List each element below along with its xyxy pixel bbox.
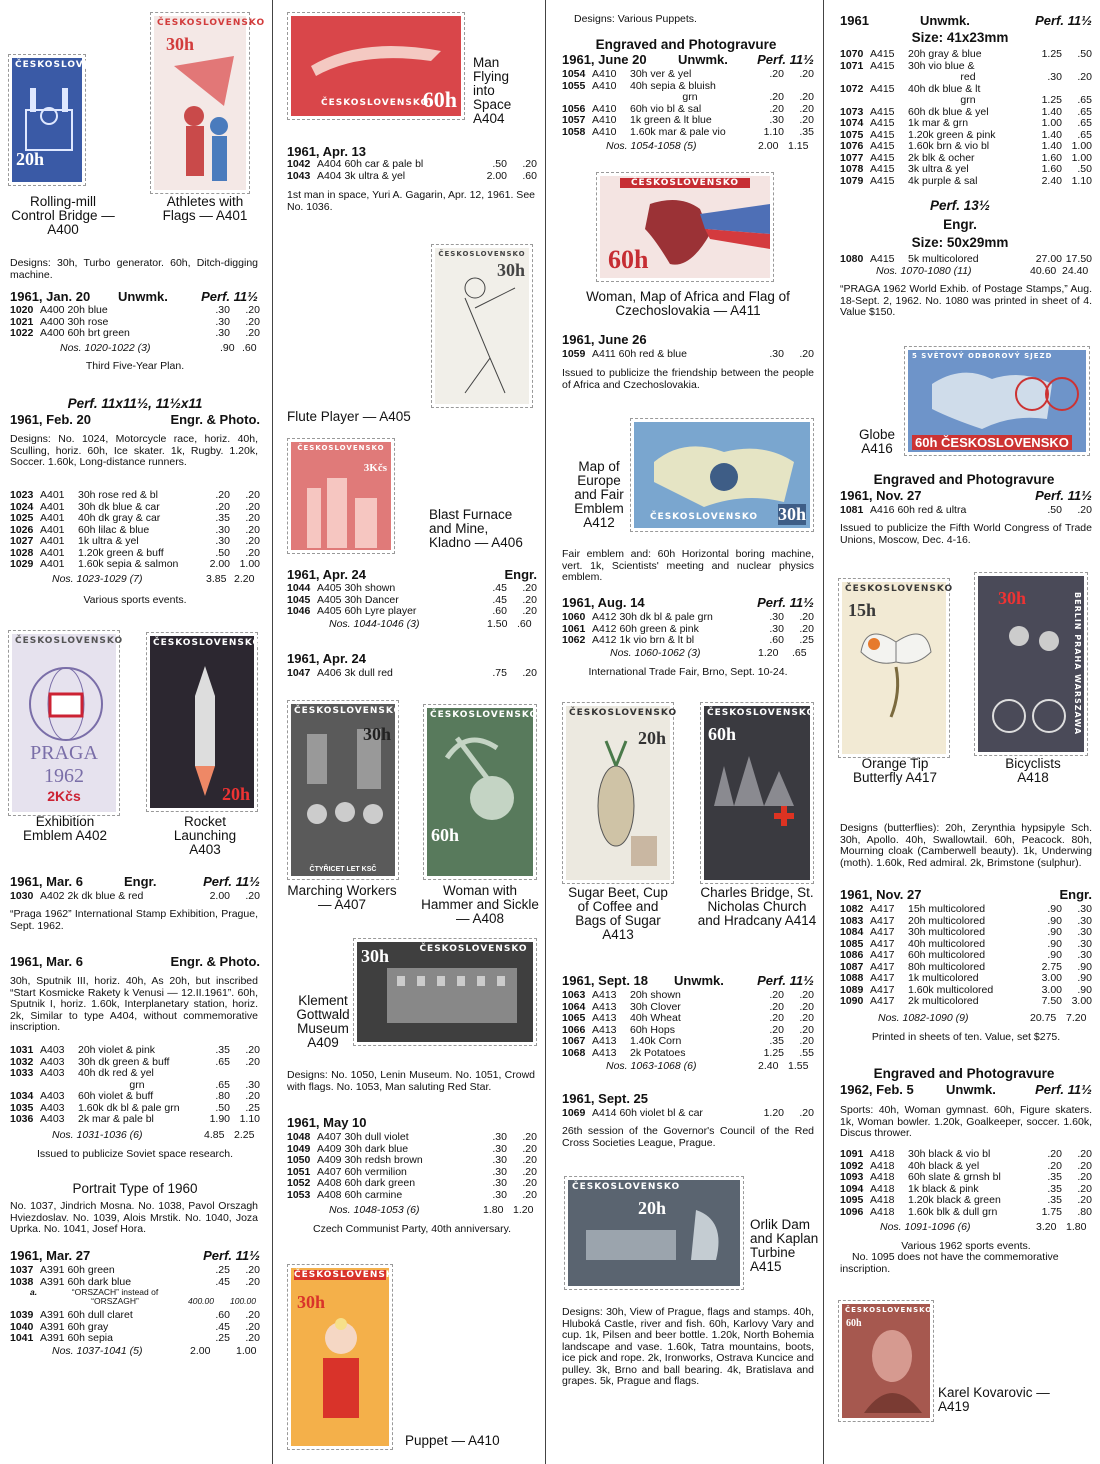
stamp-a401[interactable]: ČESKOSLOVENSKO 30h [150,12,250,194]
stamp-a400[interactable]: ČESKOSLOVENSKO 20h [8,54,86,186]
stamp-row: 1091 A418 30h black & vio bl .20 .20 [840,1148,1092,1160]
stamp-row: 1020 A400 20h blue .30 .20 [10,304,260,316]
note-text: Various sports events. [83,594,187,606]
note-text: “Praga 1962” International Stamp Exhibition, Prague, Sept. 1962. [10,908,258,932]
column-3: Designs: Various Puppets. Engraved and Photogravure 1961, June 20 Unwmk. Perf. 11½ 1054 A410 30h ver & yel .20 .20 1055 A410 40h sepia & bluish grn .20 .20 1056 A410 60h vio bl & sal .20 .20 1057 A410 1k green & lt blue .30 .20 1058 A410 1.60k mar & pale vio 1.10 .35 Nos. 1054-1058 (5) 2.00 1.15 ČESKOSLOVENSKO 60h Woman, Map of Africa and Flag of Czechoslovakia — A411 1961, June 26 1059 A411 60h red & blue .30 .20 Issued to publicize the friendship between the people of Africa and Czechoslovakia. ČESKOSLOVENSKO 30h Map of Europe and Fair Emblem A412 Fair emblem and: 60h Horizontal boring machine, vert. 1k, Scientists' meeting and nuclear physics emblem. 1961, Aug. 14 Perf. 11½ 1060 A412 30h dk bl & pale grn .30 .20 1061 A412 60h green & pink .30 .20 1062 A412 1k vio brn & lt bl .60 .25 Nos. 1060-1062 (3) 1.20 .65 International Trade Fair, Brno, Sept. 10-24. ČESKOSLOVENSKO 20h ČESKOSLOVENSKO 60h Sugar Beet, Cup of Coffee and Bags of Sugar A413 Charles Bridge, St. Nicholas Church and Hradcany A414 1961, Sept. 18 Unwmk. Perf. 11½ 1063 A413 20h shown .20 .20 1064 A413 30h Clover .20 .20 1065 A413 40h Wheat .20 .20 1066 A413 60h Hops .20 .20 1067 A413 1.40k Corn .35 .20 1068 A413 2k Potatoes 1.25 .55 Nos. 1063-1068 (6) 2.40 1.55 1961, Sept. 25 1069 A414 60h violet bl & car 1.20 .20 26th session of the Governor's Council of the Red Cross Societies League, Prague. ČESKOSLOVENSKO 20h Orlik Dam and Kaplan Turbine A415 Designs: 30h, View of Prague, flags and stamps. 40h, Hluboká Castle, river and fish. 60h, Karlovy Vary and cup. 1k, Pilsen and beer bottle. 1.20k, North Bohemia landscape and vase. 1.60k, Tatra mountains, boots, ice pick and rope. 2k, Ironworks, Ostrava Kuncice and pulley. 3k, Brno and ball bearing. 4k, Bratislava and grapes. 5k, Prague and flags. [545,0,823,1464]
stamp-row: 1094 A418 1k black & pink .35 .20 [840,1182,1092,1195]
stamp-row: 1049 A409 30h dark blue .30 .20 [287,1142,537,1155]
stamp-row: 1080 A415 5k multicolored 27.00 17.50 [840,253,1092,265]
stamp-row: 1062 A412 1k vio brn & lt bl .60 .25 [562,634,814,646]
designs-text: Designs: 30h, Turbo generator. 60h, Ditch-digging machine. [10,257,258,281]
stamp-a404[interactable]: ČESKOSLOVENSKO 60h [287,12,465,120]
stamp-row: 1054 A410 30h ver & yel .20 .20 [562,68,814,80]
stamp-row: 1076 A415 1.60k brn & vio bl 1.40 1.00 [840,140,1092,152]
stamp-a402[interactable]: ČESKOSLOVENSKO PRAGA 1962 2Kčs [8,630,120,816]
stamp-a405[interactable]: ČESKOSLOVENSKO 30h [431,244,533,408]
stamp-row: 1046 A405 60h Lyre player .60 .20 [287,605,537,617]
stamp-a406[interactable]: ČESKOSLOVENSKO 3Kčs [287,438,395,554]
tech-header: Engr. [943,217,977,232]
stamp-row: 1051 A407 60h vermilion .30 .20 [287,1165,537,1178]
rocket-illustration [185,666,225,796]
stamp-list-1082 [840,904,1092,1008]
column-4: 1961 Unwmk. Perf. 11½ Size: 41x23mm 1070 A415 20h gray & blue 1.25 .50 1071 A415 30h vio blue & red .30 .20 1072 A415 40h dk blue & lt grn 1.25 .65 1073 A415 60h dk blue & yel 1.40 .65 1074 A415 1k mar & grn 1.00 .65 1075 A415 1.20k green & pink 1.40 .65 1076 A415 1.60k brn & vio bl 1.40 1.00 1077 A415 2k blk & ocher 1.60 1.00 1078 A415 3k ultra & yel 1.60 .50 1079 A415 4k purple & sal 2.40 1.10 Perf. 13½ Engr. Size: 50x29mm 1080 A415 5k multicolored 27.00 17.50 Nos. 1070-1080 (11) 40.60 24.40 “PRAGA 1962 World Exhib. of Postage Stamps,” Aug. 18-Sept. 2, 1962. No. 1080 was printed in sheet of 4. Value $150. 5 SVĚTOVÝ ODBOROVÝ SJEZD 60h ČESKOSLOVENSKO Globe A416 Engraved and Photogravure 1961, Nov. 27 Perf. 11½ 1081 A416 60h red & ultra .50 .20 Issued to publicize the Fifth World Congress of Trade Unions, Moscow, Dec. 4-16. ČESKOSLOVENSKO 15h BERLIN PRAHA WARSZAWA 30h Orange Tip Butterfly A417 Bicyclists A418 Designs (butterflies): 20h, Zerynthia hypsipyle Sch. 30h, Apollo. 40h, Swallowtail. 60h, Peacock. 80h, Mourning cloak (Camberwell beauty). 1k, Underwing (moth). 1.60k, Red admiral. 2k, Brimstone (sulphur). 1961, Nov. 27 Engr. 1082 A417 15h multicolored .90 .30 1083 A417 20h multicolored .90 .30 1084 A417 30h multicolored .90 .30 1085 A417 40h multicolored .90 .30 1086 A417 60h multicolored .90 .30 1087 A417 80h multicolored 2.75 .90 1088 A417 1k multicolored 3.00 .90 1089 A417 1.60k multicolored 3.00 .90 1090 A417 2k multicolored 7.50 3.00 Nos. 1082-1090 (9) 20.75 7.20 Printed in sheets of ten. Value, set $275. Engraved and Photogravure 1962, Feb. 5 Unwmk. Perf. 11½ Sports: 40h, Woman gymnast. 60h, Figure skaters. 1k, Woman bowler. 1.20k, Goalkeeper, soccer. 1.60k, Discus thrower. 1091 A418 30h black & vio bl .20 .20 1092 A418 40h black & yel .20 .20 1093 A418 60h slate & grnsh bl .35 .20 1094 A418 1k black & pink .35 .20 1095 A418 1.20k black & green .35 .20 1096 A418 1.60k blk & dull grn 1.75 .80 Nos. 1091-1096 (6) 3.20 1.80 Various 1962 sports events. No. 1095 does not have the commemorative inscription. ČESKOSLOVENSKO 60h Karel Kovarovic — A419 [823,0,1100,1464]
stamp-row: 1073 A415 60h dk blue & yel 1.40 .65 [840,105,1092,118]
stamp-row: 1035 A403 1.60k dk bl & pale grn .50 .25 [10,1101,260,1114]
note-text: Issued to publicize Soviet space research. [36,1148,234,1160]
size-header: Size: 50x29mm [911,235,1009,250]
issue-header: 1961, Nov. 27 Perf. 11½ [840,488,1092,503]
stamp-a403[interactable]: ČESKOSLOVENSKO 20h [146,632,258,812]
caption-a400: Rolling-mill Control Bridge — A400 [11,194,115,237]
athletes-flag-illustration [164,46,244,186]
stamp-row: 1030 A402 2k dk blue & red 2.00 .20 [10,890,260,902]
caption-a409: Klement Gottwald Museum A409 [296,993,350,1050]
caption-a411: Woman, Map of Africa and Flag of Czechoslovakia — A411 [586,289,790,318]
stamp-row: 1050 A409 30h redsh brown .30 .20 [287,1154,537,1166]
globe-map-illustration [922,364,1082,434]
flute-player-illustration [445,268,525,398]
issue-header: 1962, Feb. 5 Unwmk. Perf. 11½ [840,1082,1092,1097]
issue-header: 1961, Sept. 25 [562,1091,648,1106]
note-text: 1st man in space, Yuri A. Gagarin, Apr. 12, 1961. See No. 1036. [287,189,535,213]
stamp-row: 1056 A410 60h vio bl & sal .20 .20 [562,102,814,115]
note-text: Czech Communist Party, 40th anniversary. [312,1223,512,1235]
puppet-illustration [301,1308,381,1448]
issue-header: 1961, Apr. 13 [287,144,367,159]
stamp-list-1047 [287,668,537,680]
butterfly-illustration [856,622,936,722]
caption-a403: Rocket Launching A403 [173,814,237,857]
red-cross-icon [774,806,794,826]
note-text: International Trade Fair, Brno, Sept. 10-24. [588,666,788,678]
caption-a416: Globe A416 [858,427,896,456]
stamp-row: 1025 A401 40h dk gray & car .35 .20 [10,512,260,524]
designs-text: 30h, Sputnik III, horiz. 40h, As 20h, but inscribed “Start Kosmicke Rakety k Venusi — 12.II.1961”. 60h, Sputnik I, horiz. 1.60k, Interplanetary station, horiz. 2k, Similar to type A404, without commemorative inscription. [10,975,258,1033]
caption-a408: Woman with Hammer and Sickle — A408 [421,883,539,926]
size-header: Size: 41x23mm [911,30,1009,45]
stamp-row: 1065 A413 40h Wheat .20 .20 [562,1012,814,1024]
column-1: ČESKOSLOVENSKO 20h ČESKOSLOVENSKO 30h Rolling-mill Control Bridge — A400 Athletes with Flags — A401 Designs: 30h, Turbo generator. 60h, Ditch-digging machine. 1961, Jan. 20 Unwmk. Perf. 11½ 1020 A400 20h blue .30 .20 1021 A400 30h rose .30 .20 1022 A400 60h brt green .30 .20 Nos. 1020-1022 (3) .90 .60 Third Five-Year Plan. Perf. 11x11½, 11½x11 1961, Feb. 20 Engr. & Photo. Designs: No. 1024, Motorcycle race, horiz. 40h, Sculling, horiz. 60h, Ice skater. 1k, Rugby. 1.20k, Soccer. 1.60k, Long-distance runners. 1023 A401 30h rose red & bl .20 .20 1024 A401 30h dk blue & car .20 .20 1025 A401 40h dk gray & car .35 .20 1026 A401 60h lilac & blue .30 .20 1027 A401 1k ultra & yel .30 .20 1028 A401 1.20k green & buff .50 .20 1029 A401 1.60k sepia & salmon 2.00 1.00 Nos. 1023-1029 (7) 3.85 2.20 Various sports events. ČESKOSLOVENSKO PRAGA 1962 2Kčs ČESKOSLOVENSKO 20h Exhibition Emblem A402 Rocket Launching A403 1961, Mar. 6 Engr. Perf. 11½ 1030 A402 2k dk blue & red 2.00 .20 “Praga 1962” International Stamp Exhibition, Prague, Sept. 1962. 1961, Mar. 6 Engr. & Photo. 30h, Sputnik III, horiz. 40h, As 20h, but inscribed “Start Kosmicke Rakety k Venusi — 12.II.1961”. 60h, Sputnik I, horiz. 1.60k, Interplanetary station, horiz. 2k, Similar to type A404, without commemorative inscription. 1031 A403 20h violet & pink .35 .20 1032 A403 30h dk green & buff .65 .20 1033 A403 40h dk red & yel grn .65 .30 1034 A403 60h violet & buff .80 .20 1035 A403 1.60k dk bl & pale grn .50 .25 1036 A403 2k mar & pale bl 1.90 1.10 Nos. 1031-1036 (6) 4.85 2.25 Issued to publicize Soviet space research. Portrait Type of 1960 No. 1037, Jindrich Mosna. No. 1038, Pavol Orszagh Hviezdoslav. No. 1039, Alois Mrstik. No. 1040, Joza Uprka. No. 1041, Josef Hora. 1961, Mar. 27 Perf. 11½ 1037 A391 60h green .25 .20 1038 A391 60h dark blue .45 .20 a. “ORSZACH” instead of “ORSZAGH” 400.00 100.00 1039 A391 60h dull claret .60 .20 1040 A391 60h gray .45 .20 1041 A391 60h sepia .25 .20 Nos. 1037-1041 (5) 2.00 1.00 [0,0,272,1464]
stamp-row: 1074 A415 1k mar & grn 1.00 .65 [840,117,1092,129]
caption-a419: Karel Kovarovic — A419 [938,1385,1050,1414]
stamp-row: 1092 A418 40h black & yel .20 .20 [840,1159,1092,1172]
designs-text: Designs (butterflies): 20h, Zerynthia hypsipyle Sch. 30h, Apollo. 40h, Swallowtail. 60h, Peacock. 80h, Mourning cloak (Camberwell beauty). 1k, Underwing (moth). 1.60k, Red admiral. 2k, Brimstone (sulphur). [840,822,1092,869]
stamp-row: 1064 A413 30h Clover .20 .20 [562,1000,814,1013]
caption-a404: Man Flying into Space A404 [473,55,512,126]
caption-a412: Map of Europe and Fair Emblem A412 [574,459,624,530]
note-text: Issued to publicize the Fifth World Congress of Trade Unions, Moscow, Dec. 4-16. [840,522,1092,546]
stamp-list-1023 [10,490,260,571]
stamp-row: 1075 A415 1.20k green & pink 1.40 .65 [840,128,1092,141]
issue-header: 1961, Mar. 27 Perf. 11½ [10,1248,260,1263]
stamp-row: 1027 A401 1k ultra & yel .30 .20 [10,535,260,547]
issue-header: 1961, Mar. 6 Engr. Perf. 11½ [10,874,260,889]
stamp-row: 1036 A403 2k mar & pale bl 1.90 1.10 [10,1113,260,1125]
stamp-row: 1063 A413 20h shown .20 .20 [562,989,814,1001]
africa-map-illustration [630,194,770,274]
section-title: Engraved and Photogravure [595,37,777,52]
issue-header: 1961, Mar. 6 Engr. & Photo. [10,954,260,969]
flying-man-illustration [301,26,451,86]
stamp-row: 1059 A411 60h red & blue .30 .20 [562,348,814,360]
stamp-list-1037 [10,1265,260,1288]
designs-text: Sports: 40h, Woman gymnast. 60h, Figure skaters. 1k, Woman bowler. 1.20k, Goalkeeper, soccer. 1.60k, Discus thrower. [840,1104,1092,1139]
stamp-row: 1057 A410 1k green & lt blue .30 .20 [562,114,814,126]
stamp-row: 1047 A406 3k dull red .75 .20 [287,667,537,679]
note-text: Issued to publicize the friendship between the people of Africa and Czechoslovakia. [562,367,814,391]
prague-skyline-illustration [714,746,804,806]
stamp-row: 1024 A401 30h dk blue & car .20 .20 [10,500,260,513]
caption-a402: Exhibition Emblem A402 [22,814,108,843]
designs-text: Fair emblem and: 60h Horizontal boring machine, vert. 1k, Scientists' meeting and nuclear physics emblem. [562,548,814,583]
stamp-row: 1096 A418 1.60k blk & dull grn 1.75 .80 [840,1205,1092,1218]
stamp-row: 1034 A403 60h violet & buff .80 .20 [10,1090,260,1102]
stamp-row: 1033 A403 40h dk red & yel [10,1067,154,1079]
stamp-a416[interactable]: 5 SVĚTOVÝ ODBOROVÝ SJEZD 60h ČESKOSLOVENSKO [904,346,1090,456]
stamp-a409[interactable]: ČESKOSLOVENSKO 30h [353,938,537,1046]
stamp-row: 1055 A410 40h sepia & bluish [562,79,716,92]
note-text: Printed in sheets of ten. Value, set $275. [871,1031,1061,1043]
caption-a418: Bicyclists A418 [1005,756,1061,785]
europe-map-illustration [644,432,804,512]
bicyclists-illustration [984,606,1074,746]
designs-text: No. 1037, Jindrich Mosna. No. 1038, Pavol Orszagh Hviezdoslav. No. 1039, Alois Mrstik. No. 1040, Joza Uprka. No. 1041, Josef Hora. [10,1200,258,1235]
stamp-row: 1021 A400 30h rose .30 .20 [10,315,260,328]
stamp-row: 1052 A408 60h dark green .30 .20 [287,1177,537,1189]
stamp-row: 1043 A404 3k ultra & yel 2.00 .60 [287,169,537,182]
stamp-list-1048 [287,1132,537,1201]
stamp-a417[interactable]: ČESKOSLOVENSKO 15h [838,578,950,758]
stamp-a419[interactable]: ČESKOSLOVENSKO 60h [838,1300,934,1422]
stamp-list-1031 [10,1045,260,1126]
globe-envelope-icon [26,664,106,744]
stamp-a408[interactable]: ČESKOSLOVENSKO 60h [423,704,537,880]
stamp-list-1080 [840,254,1092,266]
stamp-row: 1031 A403 20h violet & pink .35 .20 [10,1044,260,1056]
issue-header: 1961, Apr. 24 Engr. [287,567,537,582]
stamp-row: 1048 A407 30h dull violet .30 .20 [287,1131,537,1143]
note-text: Third Five-Year Plan. [85,360,185,372]
column-2: ČESKOSLOVENSKO 60h Man Flying into Space A404 1961, Apr. 13 1042 A404 60h car & pale bl .50 .20 1043 A404 3k ultra & yel 2.00 .60 1st man in space, Yuri A. Gagarin, Apr. 12, 1961. See No. 1036. ČESKOSLOVENSKO 30h Flute Player — A405 ČESKOSLOVENSKO 3Kčs Blast Furnace and Mine, Kladno — A406 1961, Apr. 24 Engr. 1044 A405 30h shown .45 .20 1045 A405 30h Dancer .45 .20 1046 A405 60h Lyre player .60 .20 Nos. 1044-1046 (3) 1.50 .60 1961, Apr. 24 1047 A406 3k dull red .75 .20 ČESKOSLOVENSKO 30h ČTYŘICET LET KSČ ČESKOSLOVENSKO 60h Marching Workers — A407 Woman with Hammer and Sickle — A408 ČESKOSLOVENSKO 30h Klement Gottwald Museum A409 Designs: No. 1050, Lenin Museum. No. 1051, Crowd with flags. No. 1053, Man saluting Red Star. 1961, May 10 1048 A407 30h dull violet .30 .20 1049 A409 30h dark blue .30 .20 1050 A409 30h redsh brown .30 .20 1051 A407 60h vermilion .30 .20 1052 A408 60h dark green .30 .20 1053 A408 60h carmine .30 .20 Nos. 1048-1053 (6) 1.80 1.20 Czech Communist Party, 40th anniversary. ČESKOSLOVENSKO 30h Puppet — A410 [272,0,545,1464]
stamp-list-1054 [562,69,814,138]
issue-header: 1961, June 20 Unwmk. Perf. 11½ [562,52,814,67]
stamp-row: 1023 A401 30h rose red & bl .20 .20 [10,489,260,501]
museum-building-illustration [377,958,527,1028]
section-title: Portrait Type of 1960 [72,1181,198,1196]
issue-header: 1961, May 10 [287,1115,367,1130]
stamp-a407[interactable]: ČESKOSLOVENSKO 30h ČTYŘICET LET KSČ [287,700,399,880]
caption-a407: Marching Workers — A407 [287,883,397,912]
issue-header: 1961, Feb. 20 Engr. & Photo. [10,412,260,427]
perf-header: Perf. 13½ [929,198,991,213]
issue-header: 1961, Jan. 20 Unwmk. Perf. 11½ [10,289,258,304]
note-text: “PRAGA 1962 World Exhib. of Postage Stamps,” Aug. 18-Sept. 2, 1962. No. 1080 was printed in sheet of 4. Value $150. [840,283,1092,318]
stamp-row: grn 1.25 .65 [960,94,1092,106]
stamp-row: 1086 A417 60h multicolored .90 .30 [840,949,1092,961]
stamp-row: 1072 A415 40h dk blue & lt [840,82,981,95]
stamp-row: 1085 A417 40h multicolored .90 .30 [840,937,1092,950]
stamp-list-1059 [562,349,814,361]
stamp-list-1063 [562,990,814,1059]
issue-header: 1961 Unwmk. Perf. 11½ [840,13,1092,28]
stamp-list-1030 [10,891,260,903]
stamp-row: 1032 A403 30h dk green & buff .65 .20 [10,1055,260,1068]
stamp-row: 1084 A417 30h multicolored .90 .30 [840,926,1092,938]
stamp-row: 1088 A417 1k multicolored 3.00 .90 [840,972,1092,984]
section-title: Engraved and Photogravure [873,1066,1055,1081]
stamp-list-1060 [562,612,814,647]
stamp-row: grn .20 .20 [682,91,814,103]
stamp-row: 1022 A400 60h brt green .30 .20 [10,327,260,339]
stamp-row: 1067 A413 1.40k Corn .35 .20 [562,1035,814,1047]
stamp-row: 1069 A414 60h violet bl & car 1.20 .20 [562,1107,814,1119]
stamp-row: 1068 A413 2k Potatoes 1.25 .55 [562,1046,814,1059]
issue-header: 1961, Nov. 27 Engr. [840,887,1092,902]
caption-a406: Blast Furnace and Mine, Kladno — A406 [429,507,523,550]
stamp-list-1070 [840,49,1092,187]
stamp-row: 1078 A415 3k ultra & yel 1.60 .50 [840,163,1092,175]
issue-header: 1961, Sept. 18 Unwmk. Perf. 11½ [562,973,814,988]
designs-text: Designs: Various Puppets. [574,13,697,25]
stamp-list-1091 [840,1149,1092,1218]
stamp-row: 1053 A408 60h carmine .30 .20 [287,1188,537,1201]
stamp-list-1044 [287,583,537,618]
stamp-list-1020 [10,305,260,340]
issue-header: 1961, June 26 [562,332,647,347]
stamp-row: 1066 A413 60h Hops .20 .20 [562,1023,814,1036]
sugar-beet-illustration [576,736,666,876]
stamp-row: 1038 A391 60h dark blue .45 .20 [10,1275,260,1288]
stamp-row: 1040 A391 60h gray .45 .20 [10,1320,260,1333]
stamp-row: 1044 A405 30h shown .45 .20 [287,582,537,594]
stamp-list-1069 [562,1108,814,1120]
perf-header: Perf. 11x11½, 11½x11 [67,396,203,411]
stamp-a410[interactable]: ČESKOSLOVENSKO 30h [287,1264,393,1450]
caption-a405: Flute Player — A405 [287,409,411,424]
stamp-row: 1087 A417 80h multicolored 2.75 .90 [840,960,1092,973]
note-text: 26th session of the Governor's Council of the Red Cross Societies League, Prague. [562,1125,814,1149]
caption-a414: Charles Bridge, St. Nicholas Church and Hradcany A414 [697,885,817,928]
woman-hammer-illustration [437,728,533,868]
stamp-a412[interactable]: ČESKOSLOVENSKO 30h [630,418,814,532]
stamp-row: 1026 A401 60h lilac & blue .30 .20 [10,523,260,536]
stamp-a415[interactable]: ČESKOSLOVENSKO 20h [564,1176,744,1290]
note-text: No. 1095 does not have the commemorative inscription. [840,1251,1059,1275]
stamp-row: 1095 A418 1.20k black & green .35 .20 [840,1194,1092,1206]
stamp-row: 1028 A401 1.20k green & buff .50 .20 [10,546,260,559]
stamp-row: 1081 A416 60h red & ultra .50 .20 [840,504,1092,516]
caption-a417: Orange Tip Butterfly A417 [852,756,938,785]
stamp-list-1042 [287,159,537,182]
designs-text: Designs: No. 1024, Motorcycle race, horiz. 40h, Sculling, horiz. 60h, Ice skater. 1k, Rugby. 1.20k, Soccer. 1.60k, Long-distance runners. [10,433,258,468]
section-title: Engraved and Photogravure [873,472,1055,487]
stamp-row: 1060 A412 30h dk bl & pale grn .30 .20 [562,611,814,623]
stamp-row: 1083 A417 20h multicolored .90 .30 [840,914,1092,927]
stamp-row: 1082 A417 15h multicolored .90 .30 [840,903,1092,915]
caption-a410: Puppet — A410 [405,1433,500,1448]
stamp-row: 1093 A418 60h slate & grnsh bl .35 .20 [840,1171,1092,1183]
designs-text: Designs: 30h, View of Prague, flags and stamps. 40h, Hluboká Castle, river and fish. 60h, Karlovy Vary and cup. 1k, Pilsen and beer bottle. 1.20k, North Bohemia landscape and vase. 1.60k, Tatra mountains, boots, ice pick and rope. 2k, Ironworks, Ostrava Kuncice and pulley. 3k, Brno and ball bearing. 4k, Bratislava and grapes. 5k, Prague and flags. [562,1306,814,1387]
stamp-row: 1079 A415 4k purple & sal 2.40 1.10 [840,174,1092,187]
issue-header: 1961, Aug. 14 Perf. 11½ [562,595,814,610]
rolling-mill-illustration [18,80,80,160]
stamp-row: 1029 A401 1.60k sepia & salmon 2.00 1.00 [10,558,260,570]
stamp-row: 1077 A415 2k blk & ocher 1.60 1.00 [840,151,1092,164]
stamp-row: red .30 .20 [960,71,1092,83]
caption-a415: Orlik Dam and Kaplan Turbine A415 [750,1217,819,1274]
stamp-a414[interactable]: ČESKOSLOVENSKO 60h [700,702,814,884]
stamp-row: 1089 A417 1.60k multicolored 3.00 .90 [840,983,1092,996]
stamp-row: 1090 A417 2k multicolored 7.50 3.00 [840,995,1092,1007]
stamp-row: 1039 A391 60h dull claret .60 .20 [10,1309,260,1321]
stamp-list-1081 [840,505,1092,517]
stamp-row: 1042 A404 60h car & pale bl .50 .20 [287,158,537,170]
caption-a413: Sugar Beet, Cup of Coffee and Bags of Sugar A413 [568,885,668,942]
stamp-a413[interactable]: ČESKOSLOVENSKO 20h [562,702,674,884]
caption-a401: Athletes with Flags — A401 [162,194,248,223]
issue-header: 1961, Apr. 24 [287,651,367,666]
stamp-row: 1041 A391 60h sepia .25 .20 [10,1332,260,1344]
portrait-illustration [854,1318,924,1413]
stamp-row: 1045 A405 30h Dancer .45 .20 [287,593,537,606]
designs-text: Designs: No. 1050, Lenin Museum. No. 1051, Crowd with flags. No. 1053, Man saluting Red Star. [287,1069,535,1093]
stamp-row: 1070 A415 20h gray & blue 1.25 .50 [840,48,1092,60]
stamp-a411[interactable]: ČESKOSLOVENSKO 60h [596,172,774,282]
stamp-row: 1037 A391 60h green .25 .20 [10,1264,260,1276]
stamp-row: grn .65 .30 [129,1078,260,1091]
stamp-list-1039 [10,1310,260,1345]
stamp-row: 1058 A410 1.60k mar & pale vio 1.10 .35 [562,125,814,138]
note-text: Various 1962 sports events. [901,1240,1031,1252]
stamp-row: 1061 A412 60h green & pink .30 .20 [562,622,814,635]
stamp-row: 1071 A415 30h vio blue & [840,59,975,72]
stamp-a418[interactable]: BERLIN PRAHA WARSZAWA 30h [974,572,1088,756]
